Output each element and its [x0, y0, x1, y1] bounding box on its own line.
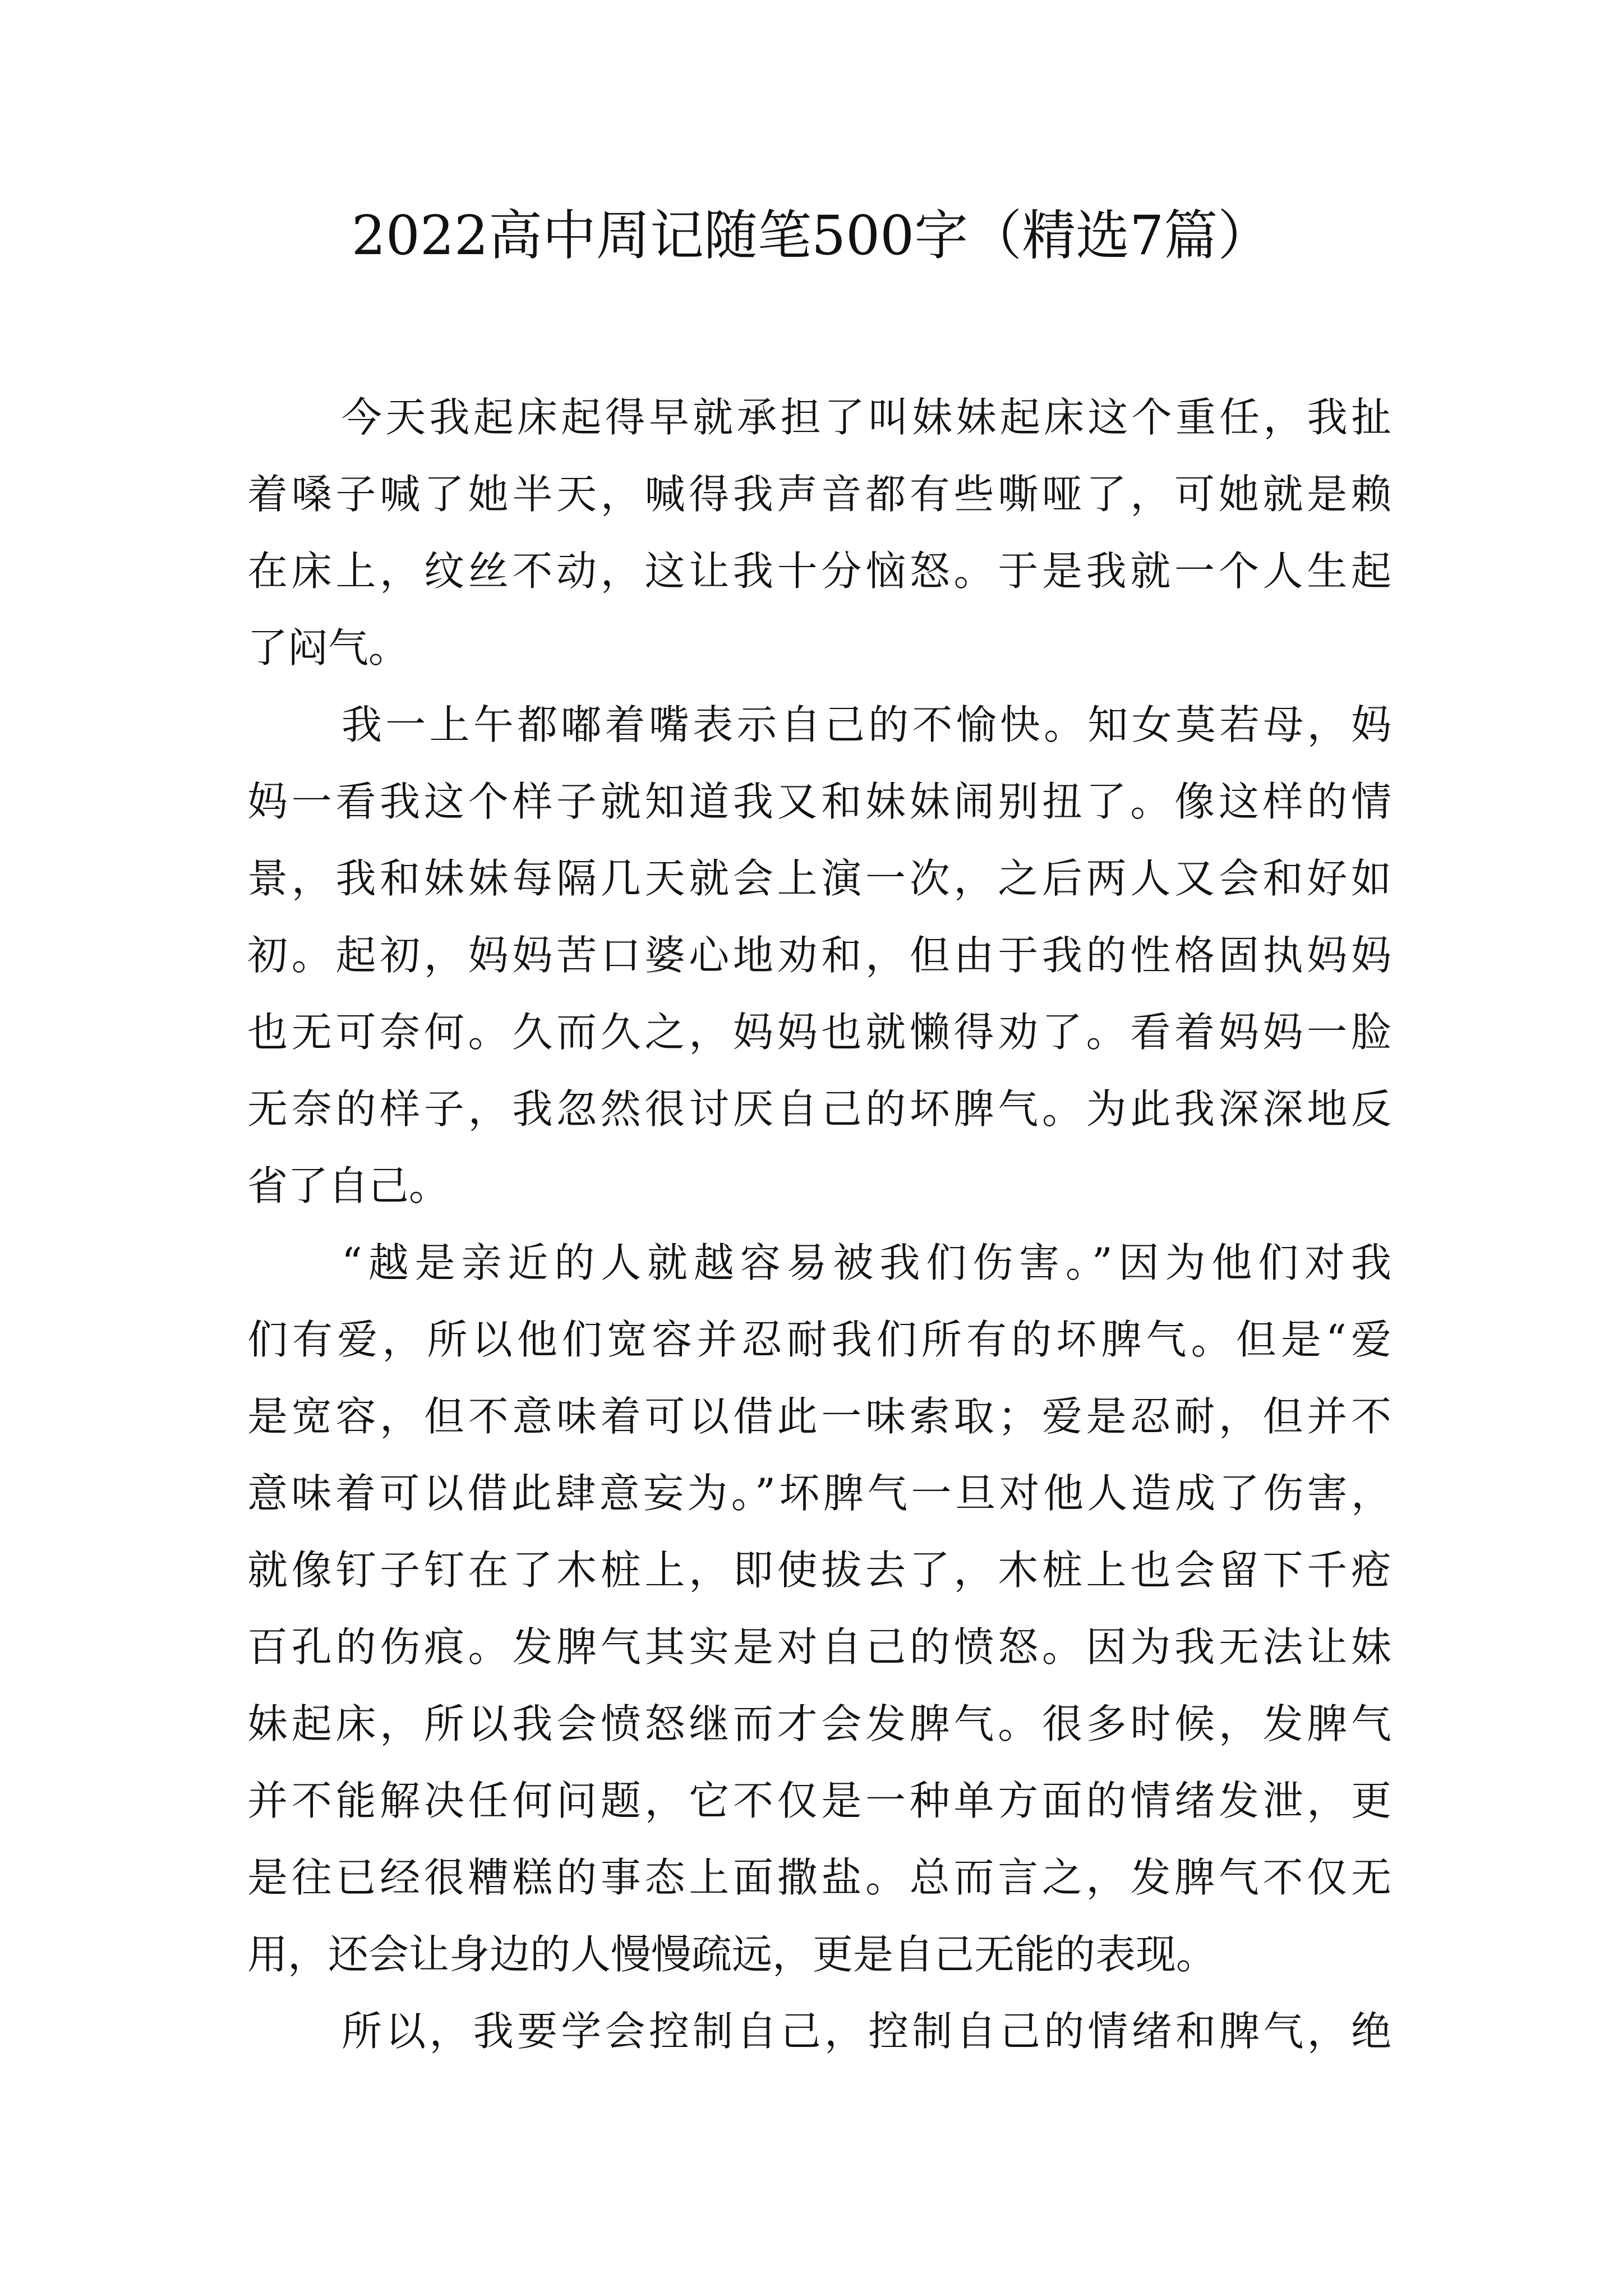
text-line: 妈一看我这个样子就知道我又和妹妹闹别扭了。像这样的情 — [247, 778, 1391, 825]
text-line: 着嗓子喊了她半天，喊得我声音都有些嘶哑了，可她就是赖 — [247, 471, 1391, 518]
text-line: 省了自己。 — [247, 1162, 450, 1209]
text-line: 我一上午都嘟着嘴表示自己的不愉快。知女莫若母，妈 — [342, 701, 1391, 748]
text-line: 是宽容，但不意味着可以借此一味索取；爱是忍耐，但并不 — [247, 1393, 1391, 1440]
document-title: 2022高中周记随笔500字（精选7篇） — [351, 204, 1272, 267]
text-line: 初。起初，妈妈苦口婆心地劝和，但由于我的性格固执妈妈 — [247, 932, 1391, 979]
paragraph-3 — [247, 1225, 1391, 1993]
document-body — [247, 379, 1391, 2070]
text-line: 们有爱，所以他们宽容并忍耐我们所有的坏脾气。但是“爱 — [247, 1316, 1391, 1363]
text-line: 也无可奈何。久而久之，妈妈也就懒得劝了。看着妈妈一脸 — [247, 1009, 1391, 1056]
text-line: 今天我起床起得早就承担了叫妹妹起床这个重任，我扯 — [342, 394, 1391, 441]
text-line: 百孔的伤痕。发脾气其实是对自己的愤怒。因为我无法让妹 — [247, 1623, 1391, 1671]
text-line: 景，我和妹妹每隔几天就会上演一次，之后两人又会和好如 — [247, 855, 1391, 902]
text-line: 意味着可以借此肆意妄为。”坏脾气一旦对他人造成了伤害， — [247, 1470, 1391, 1517]
text-line: 所以，我要学会控制自己，控制自己的情绪和脾气，绝 — [342, 2008, 1391, 2055]
text-line: “越是亲近的人就越容易被我们伤害。”因为他们对我 — [342, 1239, 1391, 1286]
text-line: 在床上，纹丝不动，这让我十分恼怒。于是我就一个人生起 — [247, 547, 1391, 595]
text-line: 就像钉子钉在了木桩上，即使拔去了，木桩上也会留下千疮 — [247, 1547, 1391, 1594]
paragraph-2 — [247, 687, 1391, 1225]
text-line: 并不能解决任何问题，它不仅是一种单方面的情绪发泄，更 — [247, 1777, 1391, 1824]
text-line: 是往已经很糟糕的事态上面撒盐。总而言之，发脾气不仅无 — [247, 1854, 1391, 1901]
paragraph-4 — [247, 1993, 1391, 2070]
text-line: 用，还会让身边的人慢慢疏远，更是自己无能的表现。 — [247, 1931, 1217, 1978]
text-line: 妹起床，所以我会愤怒继而才会发脾气。很多时候，发脾气 — [247, 1700, 1391, 1747]
text-line: 无奈的样子，我忽然很讨厌自己的坏脾气。为此我深深地反 — [247, 1085, 1391, 1133]
paragraph-1 — [247, 379, 1391, 687]
text-line: 了闷气。 — [247, 624, 409, 671]
